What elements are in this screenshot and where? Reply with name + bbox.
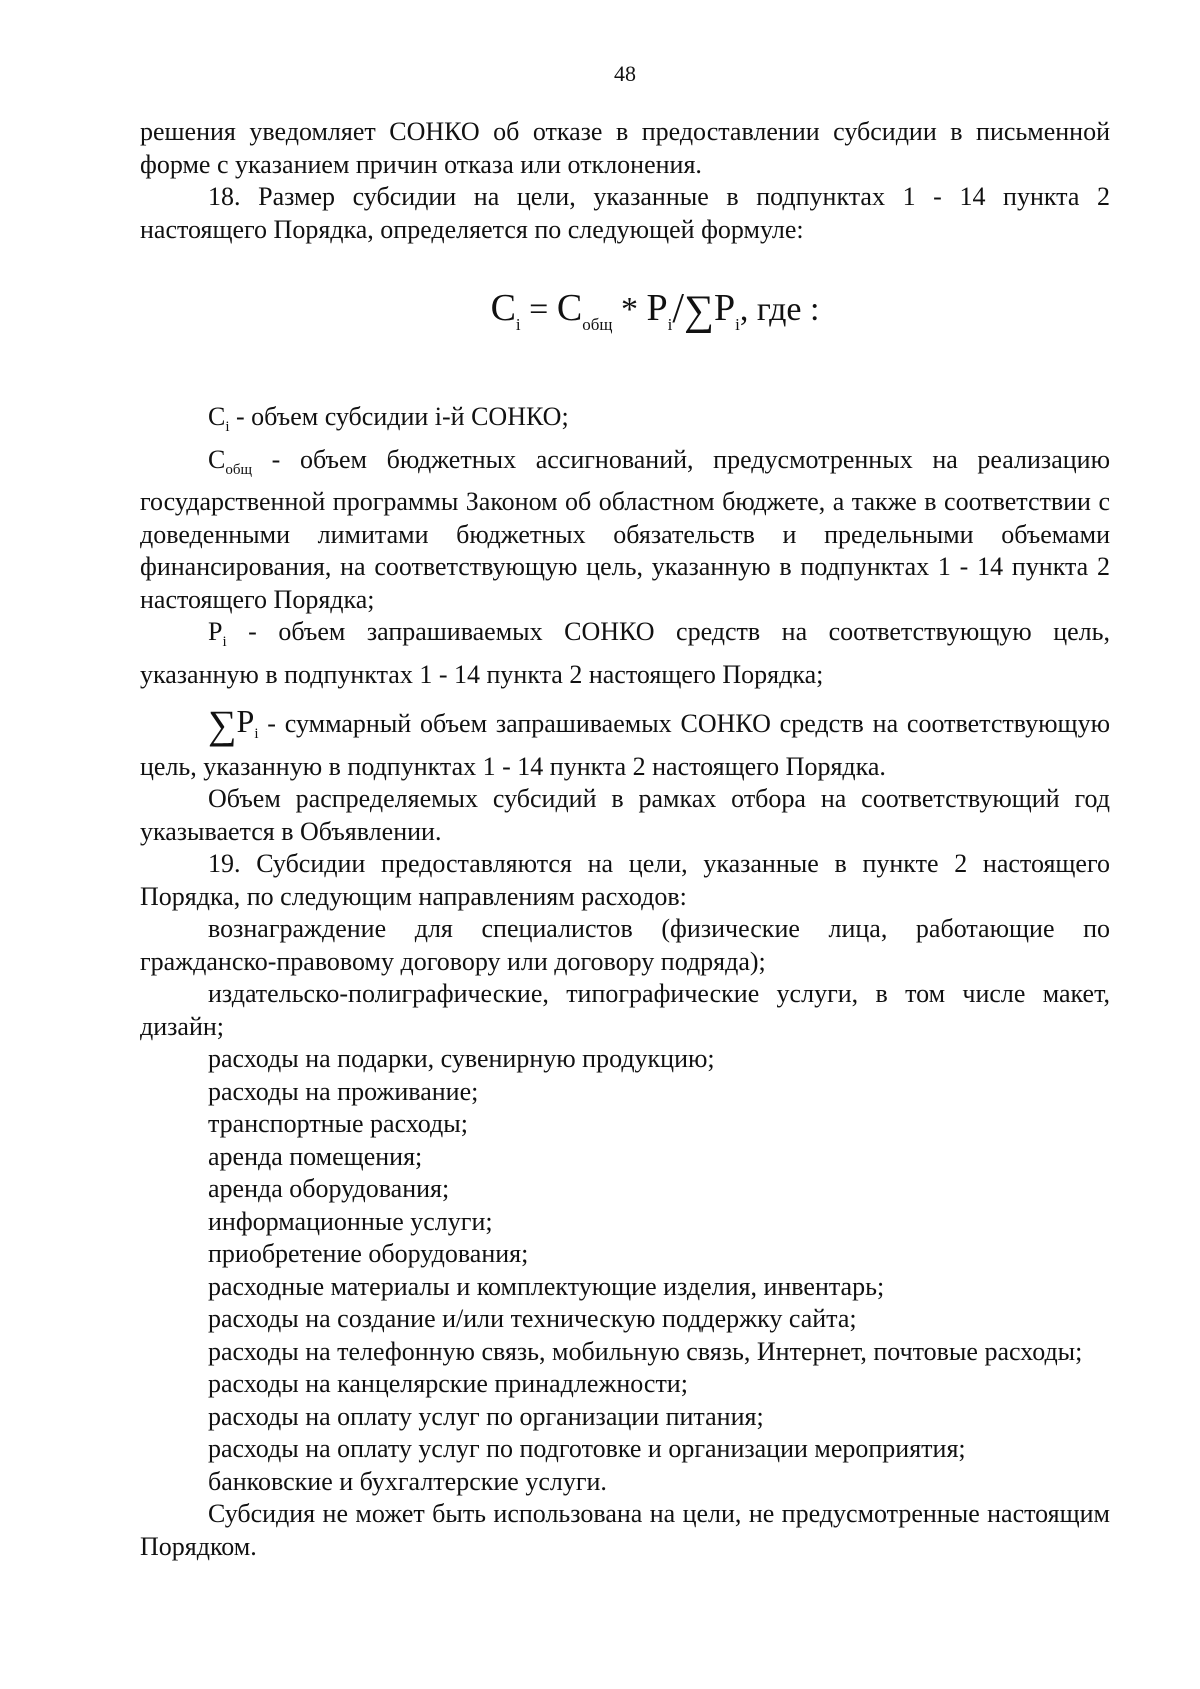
- definition-pi: [140, 616, 1110, 691]
- formula-p-sum: P: [713, 287, 736, 329]
- list-item: расходы на подарки, сувенирную продукцию;: [208, 1044, 715, 1073]
- list-item: расходы на проживание;: [208, 1076, 479, 1106]
- paragraph-18: 18. Размер субсидии на цели, указанные в подпунктах 1 - 14 пункта 2 настоящего Порядка, определяется по следующей формуле:: [140, 182, 1110, 244]
- formula-tail: , где :: [739, 291, 820, 328]
- definition-cobsh-text: - объем бюджетных ассигнований, предусмотренных на реализацию государственной программы Законом об областном бюджете, а также в соответствии с доведенными лимитами бюджетных обязательств и предельными объемами финансирования, на соответствующую цель, указанную в подпунктах 1 - 14 пункта 2 настоящего Порядка;: [140, 444, 1110, 614]
- list-item: расходные материалы и комплектующие изделия, инвентарь;: [208, 1271, 885, 1301]
- formula-sum-icon: ∑: [684, 288, 714, 334]
- formula-p: P: [646, 287, 668, 329]
- formula-c-sub: i: [515, 315, 521, 334]
- list-item: расходы на телефонную связь, мобильную связь, Интернет, почтовые расходы;: [208, 1336, 1083, 1366]
- formula-p-sum-sub: i: [735, 315, 740, 334]
- formula-divide: /: [672, 286, 684, 332]
- definition-pi-sub: i: [222, 634, 227, 650]
- definition-sum-text: - суммарный объем запрашиваемых СОНКО средств на соответствующую цель, указанную в подпунктах 1 - 14 пункта 2 настоящего Порядка.: [140, 709, 1110, 781]
- list-item: расходы на оплату услуг по подготовке и организации мероприятия;: [208, 1434, 966, 1463]
- definition-sum: [140, 702, 1110, 783]
- formula-equals: =: [529, 291, 549, 328]
- list-item: приобретение оборудования;: [208, 1239, 529, 1268]
- definition-sum-p: P: [236, 703, 255, 739]
- document-page: [140, 60, 1110, 1563]
- list-item: аренда помещения;: [208, 1141, 423, 1171]
- list-item: издательско-полиграфические, типографические услуги, в том числе макет, дизайн;: [140, 979, 1110, 1041]
- formula-p-sub: i: [667, 315, 673, 334]
- formula-c: C: [490, 287, 516, 329]
- definition-ci-symbol: C: [208, 402, 226, 431]
- list-item: вознаграждение для специалистов (физические лица, работающие по гражданско-правовому договору или договору подряда);: [140, 914, 1110, 976]
- paragraph-closing: Субсидия не может быть использована на цели, не предусмотренные настоящим Порядком.: [140, 1499, 1110, 1561]
- list-item: расходы на создание и/или техническую поддержку сайта;: [208, 1304, 857, 1333]
- formula-multiply: *: [620, 291, 638, 328]
- list-item: расходы на оплату услуг по организации питания;: [208, 1401, 764, 1431]
- list-item: информационные услуги;: [208, 1206, 493, 1236]
- paragraph-19: 19. Субсидии предоставляются на цели, указанные в пункте 2 настоящего Порядка, по следующим направлениям расходов:: [140, 849, 1110, 911]
- definition-cobsh: [140, 444, 1110, 617]
- formula-c-total-sub: общ: [582, 315, 613, 334]
- definition-pi-symbol: P: [208, 617, 223, 646]
- definition-ci: [140, 401, 1110, 444]
- list-item: аренда оборудования;: [208, 1174, 450, 1203]
- subsidy-formula: [140, 288, 1110, 345]
- definition-sum-sub: i: [254, 726, 259, 742]
- sum-icon: ∑: [208, 702, 237, 747]
- definition-ci-sub: i: [225, 419, 230, 435]
- page-number: 48: [614, 61, 636, 86]
- list-item: банковские и бухгалтерские услуги.: [208, 1466, 607, 1496]
- paragraph-decision-notice: решения уведомляет СОНКО об отказе в предоставлении субсидии в письменной форме с указанием причин отказа или отклонения.: [140, 117, 1110, 179]
- list-item: расходы на канцелярские принадлежности;: [208, 1369, 688, 1398]
- definition-pi-text: - объем запрашиваемых СОНКО средств на соответствующую цель, указанную в подпунктах 1 - 14 пункта 2 настоящего Порядка;: [140, 617, 1110, 689]
- definition-cobsh-sub: общ: [225, 461, 253, 478]
- paragraph-distribution-volume: Объем распределяемых субсидий в рамках отбора на соответствующий год указывается в Объявлении.: [140, 784, 1110, 846]
- definition-cobsh-symbol: C: [208, 444, 226, 474]
- formula-c-total: C: [556, 287, 583, 329]
- definition-ci-text: - объем субсидии i-й СОНКО;: [229, 402, 569, 431]
- list-item: транспортные расходы;: [208, 1109, 468, 1138]
